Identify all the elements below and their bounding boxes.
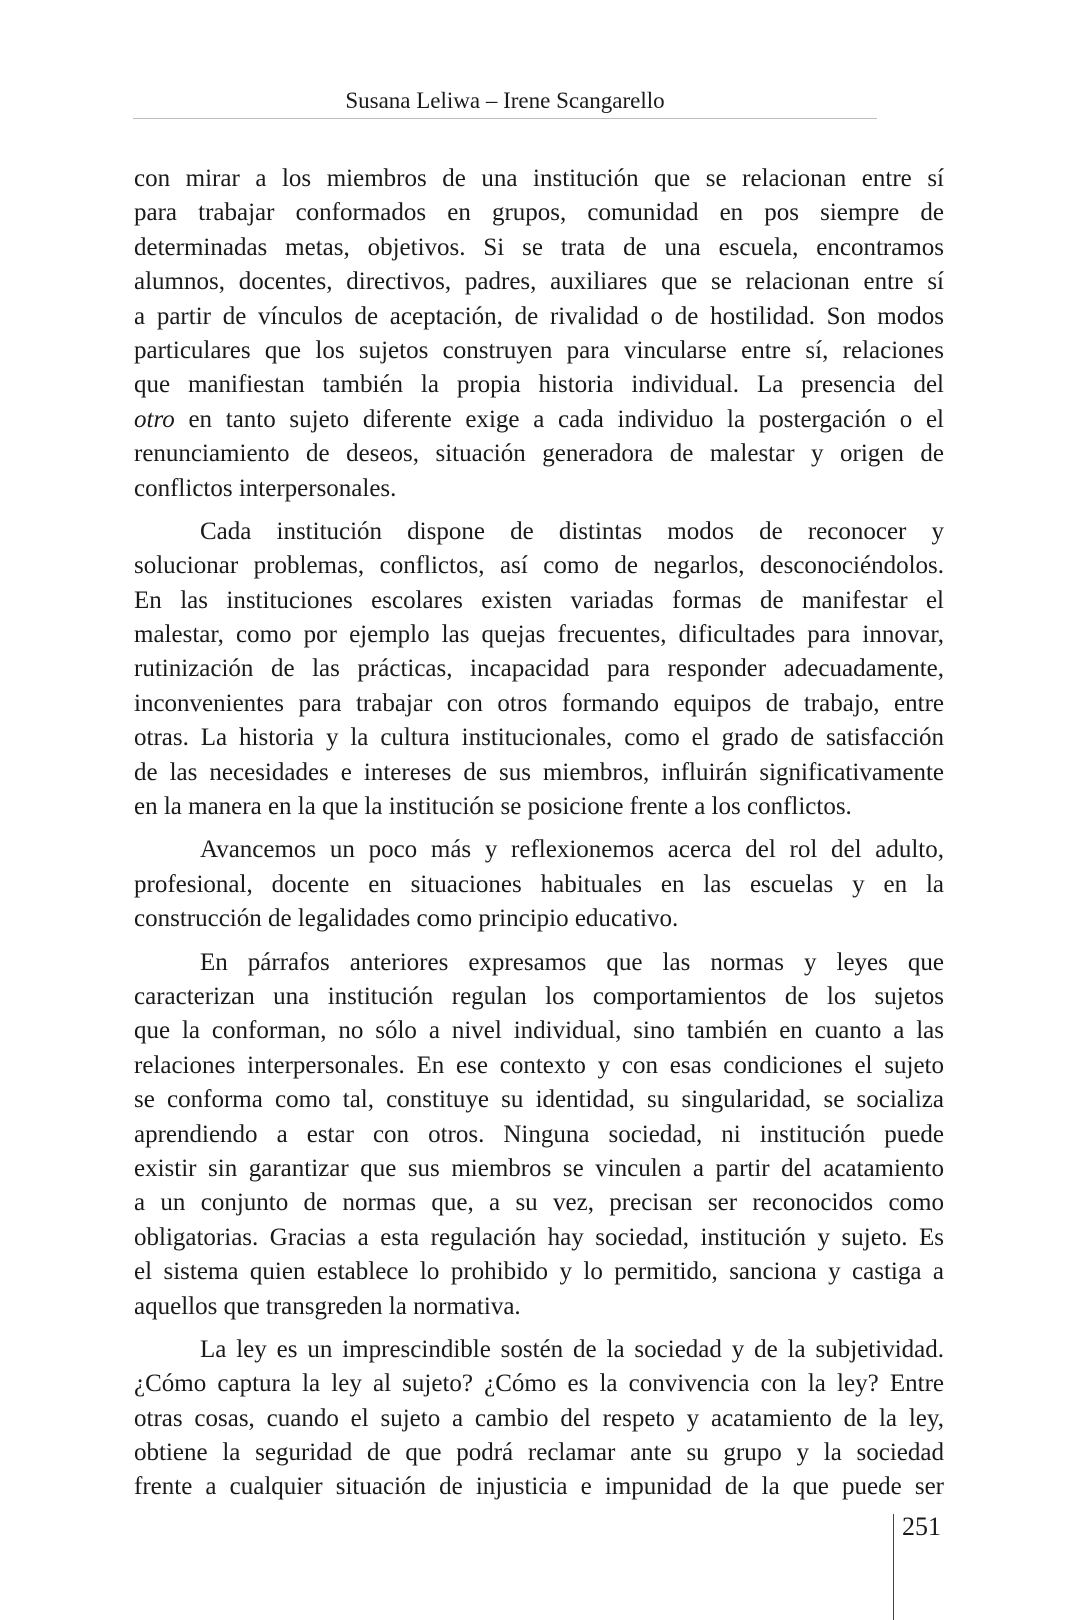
text-segment: profesional, docente en situaciones habituales en las escuelas y en la: [134, 870, 944, 898]
text-segment: aquellos que transgreden la normativa.: [134, 1292, 521, 1320]
text-segment: de las necesidades e intereses de sus miembros, influirán significativamente: [134, 758, 944, 786]
text-line: [134, 618, 944, 652]
text-segment: en tanto sujeto diferente exige a cada individuo la postergación o el: [174, 405, 944, 433]
text-line: [134, 162, 944, 196]
text-line: [134, 1436, 944, 1470]
text-line: [134, 1083, 944, 1117]
text-line: [134, 1049, 944, 1083]
text-line: [134, 946, 944, 980]
header-divider: [133, 118, 877, 119]
text-line: [134, 1367, 944, 1401]
text-segment: en la manera en la que la institución se posicione frente a los conflictos.: [134, 793, 852, 821]
text-line: [134, 1402, 944, 1436]
paragraph: [134, 833, 944, 936]
text-segment: con mirar a los miembros de una institución que se relacionan entre sí: [134, 165, 944, 192]
text-segment: el sistema quien establece lo prohibido y lo permitido, sanciona y castiga a: [134, 1258, 944, 1286]
text-segment: se conforma como tal, constituye su identidad, su singularidad, se socializa: [134, 1086, 944, 1114]
text-line: [134, 868, 944, 902]
text-line: [134, 231, 944, 265]
text-segment: caracterizan una institución regulan los comportamientos de los sujetos: [134, 982, 944, 1010]
text-line: [134, 584, 944, 618]
text-line: [134, 1290, 944, 1324]
running-header: Susana Leliwa – Irene Scangarello: [345, 88, 665, 113]
text-line: [134, 549, 944, 583]
text-segment: Cada institución dispone de distintas modos de reconocer y: [200, 517, 944, 545]
text-line: [134, 721, 944, 755]
text-line: [134, 437, 944, 471]
paragraph: [134, 162, 944, 506]
text-segment: ¿Cómo captura la ley al sujeto? ¿Cómo es la convivencia con la ley? Entre: [134, 1370, 944, 1398]
text-segment: frente a cualquier situación de injusticia e impunidad de la que puede ser: [134, 1473, 944, 1501]
paragraph: [134, 515, 944, 825]
text-line: [134, 902, 944, 936]
paragraph: [134, 1333, 944, 1505]
text-segment: a partir de vínculos de aceptación, de rivalidad o de hostilidad. Son modos: [134, 302, 944, 330]
text-line: [134, 368, 944, 402]
text-line: [134, 1014, 944, 1048]
text-segment: existir sin garantizar que sus miembros se vinculen a partir del acatamiento: [134, 1154, 944, 1182]
text-segment: construcción de legalidades como principio educativo.: [134, 905, 679, 933]
text-line: [134, 265, 944, 299]
text-segment: conflictos interpersonales.: [134, 474, 397, 502]
text-segment: aprendiendo a estar con otros. Ninguna sociedad, ni institución puede: [134, 1120, 944, 1148]
text-line: [134, 1186, 944, 1220]
text-segment: renunciamiento de deseos, situación generadora de malestar y origen de: [134, 440, 944, 468]
page-number: 251: [902, 1512, 941, 1541]
text-line: [134, 980, 944, 1014]
text-line: [134, 472, 944, 506]
text-line: [134, 1152, 944, 1186]
text-segment: En las instituciones escolares existen variadas formas de manifestar el: [134, 586, 944, 614]
text-line: [134, 1255, 944, 1289]
text-line: [134, 1470, 944, 1504]
text-line: [134, 687, 944, 721]
text-line: [134, 196, 944, 230]
text-line: [134, 1333, 944, 1367]
text-segment: que manifiestan también la propia historia individual. La presencia del: [134, 371, 944, 399]
text-segment: particulares que los sujetos construyen para vincularse entre sí, relaciones: [134, 336, 944, 364]
text-segment: La ley es un imprescindible sostén de la sociedad y de la subjetividad.: [200, 1335, 944, 1363]
text-line: [134, 334, 944, 368]
text-line: [134, 300, 944, 334]
text-line: [134, 652, 944, 686]
folio-divider: [893, 1514, 894, 1620]
body-text: [134, 162, 944, 1514]
text-segment: determinadas metas, objetivos. Si se trata de una escuela, encontramos: [134, 233, 944, 261]
text-segment: inconvenientes para trabajar con otros formando equipos de trabajo, entre: [134, 689, 944, 717]
text-line: [134, 1221, 944, 1255]
text-segment: En párrafos anteriores expresamos que las normas y leyes que: [200, 948, 944, 976]
text-segment: relaciones interpersonales. En ese contexto y con esas condiciones el sujeto: [134, 1051, 944, 1079]
text-line: [134, 1118, 944, 1152]
text-segment: malestar, como por ejemplo las quejas frecuentes, dificultades para innovar,: [134, 621, 944, 649]
text-segment: para trabajar conformados en grupos, comunidad en pos siempre de: [134, 199, 944, 227]
text-line: [134, 756, 944, 790]
paragraph: [134, 946, 944, 1324]
text-segment: Avancemos un poco más y reflexionemos acerca del rol del adulto,: [200, 836, 944, 864]
text-line: [134, 403, 944, 437]
text-segment: rutinización de las prácticas, incapacidad para responder adecuadamente,: [134, 655, 944, 683]
text-segment: otras. La historia y la cultura institucionales, como el grado de satisfacción: [134, 724, 944, 752]
text-line: [134, 833, 944, 867]
text-line: [134, 515, 944, 549]
text-segment: alumnos, docentes, directivos, padres, auxiliares que se relacionan entre sí: [134, 268, 944, 296]
emphasized-word: otro: [134, 405, 175, 433]
text-segment: otras cosas, cuando el sujeto a cambio del respeto y acatamiento de la ley,: [134, 1404, 944, 1432]
text-segment: obtiene la seguridad de que podrá reclamar ante su grupo y la sociedad: [134, 1439, 944, 1467]
text-segment: a un conjunto de normas que, a su vez, precisan ser reconocidos como: [134, 1189, 944, 1217]
text-segment: que la conforman, no sólo a nivel individual, sino también en cuanto a las: [134, 1017, 944, 1045]
text-segment: solucionar problemas, conflictos, así como de negarlos, desconociéndolos.: [134, 552, 944, 580]
text-line: [134, 790, 944, 824]
text-segment: obligatorias. Gracias a esta regulación hay sociedad, institución y sujeto. Es: [134, 1223, 944, 1251]
